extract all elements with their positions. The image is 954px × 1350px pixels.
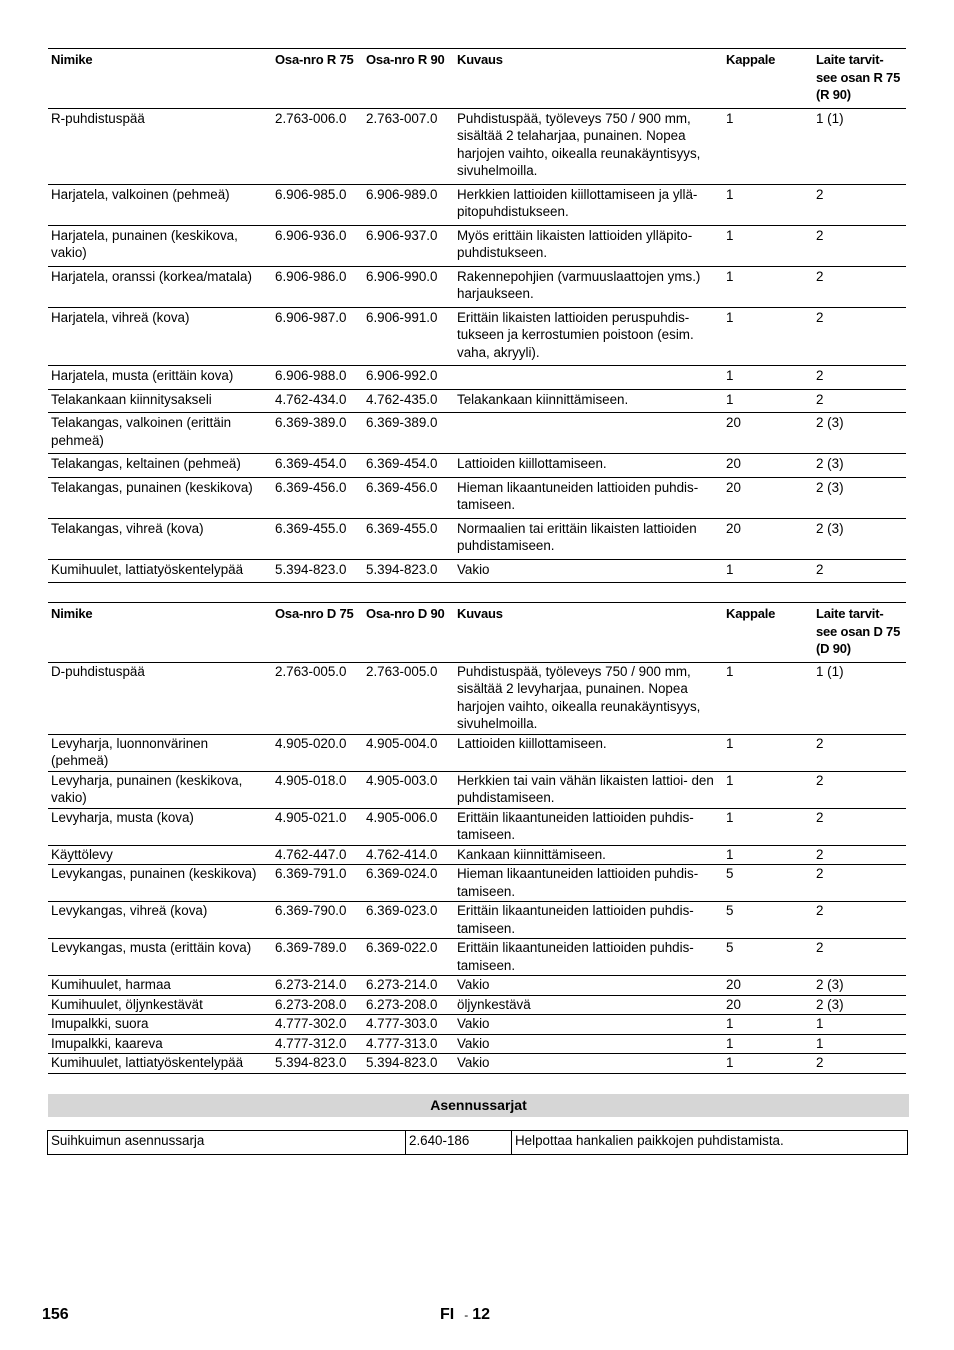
table-cell: 4.762-447.0 xyxy=(272,845,363,865)
table-row xyxy=(48,1034,906,1054)
table-cell: 4.905-018.0 xyxy=(272,771,363,808)
table-row xyxy=(48,366,906,390)
table-cell: 1 xyxy=(723,389,813,413)
table-row xyxy=(48,559,906,583)
table-row xyxy=(48,995,906,1015)
table-cell: 2.763-007.0 xyxy=(363,108,454,184)
page-number: 156 xyxy=(42,1306,69,1323)
table-cell xyxy=(454,366,723,390)
table-cell: 2 xyxy=(813,939,906,976)
table-cell: 2 xyxy=(813,808,906,845)
table-cell: Telakangas, punainen (keskikova) xyxy=(48,477,272,518)
table-cell: 6.906-991.0 xyxy=(363,307,454,366)
table-cell: 1 (1) xyxy=(813,108,906,184)
table-cell: öljynkestävä xyxy=(454,995,723,1015)
table-cell: 6.906-985.0 xyxy=(272,184,363,225)
table-cell: 2.763-005.0 xyxy=(272,662,363,734)
table-cell: Harjatela, valkoinen (pehmeä) xyxy=(48,184,272,225)
table-cell: Levykangas, punainen (keskikova) xyxy=(48,865,272,902)
table-cell: 5 xyxy=(723,902,813,939)
table-cell: 2 xyxy=(813,225,906,266)
table-cell: Erittäin likaantuneiden lattioiden puhdis- tamiseen. xyxy=(454,902,723,939)
table-row xyxy=(48,1015,906,1035)
column-header: Laite tarvit- see osan D 75 (D 90) xyxy=(813,603,906,663)
table-cell: Hieman likaantuneiden lattioiden puhdis- tamiseen. xyxy=(454,865,723,902)
table-cell: 20 xyxy=(723,976,813,996)
table-cell: 2 xyxy=(813,845,906,865)
column-header: Osa-nro D 75 xyxy=(272,603,363,663)
table-cell: Hieman likaantuneiden lattioiden puhdis- tamiseen. xyxy=(454,477,723,518)
column-header: Osa-nro R 90 xyxy=(363,49,454,109)
table-cell: 1 xyxy=(723,808,813,845)
table-cell: 4.905-020.0 xyxy=(272,734,363,771)
table-cell: 4.762-414.0 xyxy=(363,845,454,865)
table-cell: 20 xyxy=(723,995,813,1015)
table-cell: 1 xyxy=(723,1054,813,1074)
table-cell: Levykangas, vihreä (kova) xyxy=(48,902,272,939)
table-cell: Käyttölevy xyxy=(48,845,272,865)
table-cell: 5 xyxy=(723,865,813,902)
table-cell: D-puhdistuspää xyxy=(48,662,272,734)
column-header: Kuvaus xyxy=(454,49,723,109)
table-cell: 20 xyxy=(723,477,813,518)
table-row xyxy=(48,662,906,734)
table-cell: 2 xyxy=(813,734,906,771)
table-cell: 1 xyxy=(723,734,813,771)
table-cell: Imupalkki, suora xyxy=(48,1015,272,1035)
table-row xyxy=(48,865,906,902)
table-cell: 4.777-313.0 xyxy=(363,1034,454,1054)
table-cell: 20 xyxy=(723,518,813,559)
table-cell: 5 xyxy=(723,939,813,976)
table-cell: Puhdistuspää, työleveys 750 / 900 mm, sisältää 2 telaharjaa, punainen. Nopea harjojen vaihto, oikealla reunakäyntisyys, sivuhelmoilla. xyxy=(454,108,723,184)
table-cell: 6.369-454.0 xyxy=(272,454,363,478)
installation-kits-table xyxy=(47,1130,908,1155)
table-cell: Levykangas, musta (erittäin kova) xyxy=(48,939,272,976)
table-cell: 2 (3) xyxy=(813,518,906,559)
table-cell: 2 xyxy=(813,559,906,583)
table-cell: 20 xyxy=(723,454,813,478)
table-cell: 4.905-006.0 xyxy=(363,808,454,845)
table-row xyxy=(48,734,906,771)
table-cell: Rakennepohjien (varmuuslaattojen yms.) harjaukseen. xyxy=(454,266,723,307)
table-cell: 6.369-023.0 xyxy=(363,902,454,939)
table-cell: 6.273-214.0 xyxy=(272,976,363,996)
table-cell: Harjatela, oranssi (korkea/matala) xyxy=(48,266,272,307)
table-cell: 4.905-003.0 xyxy=(363,771,454,808)
column-header: Osa-nro D 90 xyxy=(363,603,454,663)
table-cell: 1 xyxy=(723,559,813,583)
table-cell: R-puhdistuspää xyxy=(48,108,272,184)
table-cell: Imupalkki, kaareva xyxy=(48,1034,272,1054)
table-cell: 5.394-823.0 xyxy=(363,559,454,583)
table-cell: 6.369-789.0 xyxy=(272,939,363,976)
table-cell: 6.273-208.0 xyxy=(272,995,363,1015)
table-cell: 6.273-214.0 xyxy=(363,976,454,996)
table-row xyxy=(48,902,906,939)
table-cell: 4.905-004.0 xyxy=(363,734,454,771)
table-cell: 2.763-006.0 xyxy=(272,108,363,184)
table-cell: Lattioiden kiillottamiseen. xyxy=(454,454,723,478)
table-cell: 1 xyxy=(723,266,813,307)
table-cell: 2 xyxy=(813,307,906,366)
table-cell: Herkkien lattioiden kiillottamiseen ja yllä- pitopuhdistukseen. xyxy=(454,184,723,225)
parts-table-r xyxy=(48,48,906,583)
table-cell: Telakangas, valkoinen (erittäin pehmeä) xyxy=(48,413,272,454)
table-cell: 6.369-455.0 xyxy=(363,518,454,559)
table-cell: 1 xyxy=(723,366,813,390)
table-cell: 6.906-986.0 xyxy=(272,266,363,307)
column-header: Osa-nro R 75 xyxy=(272,49,363,109)
table-cell: 6.906-992.0 xyxy=(363,366,454,390)
table-cell: Vakio xyxy=(454,976,723,996)
table-cell: 1 (1) xyxy=(813,662,906,734)
table-cell xyxy=(454,413,723,454)
table-cell: Kumihuulet, lattiatyöskentelypää xyxy=(48,1054,272,1074)
table-row xyxy=(48,1131,908,1155)
table-cell: Helpottaa hankalien paikkojen puhdistamista. xyxy=(512,1131,908,1155)
table-cell: 6.906-937.0 xyxy=(363,225,454,266)
footer-separator: - xyxy=(464,1308,469,1322)
table-cell: 2.763-005.0 xyxy=(363,662,454,734)
table-cell: Harjatela, punainen (keskikova, vakio) xyxy=(48,225,272,266)
table-row xyxy=(48,266,906,307)
table-cell: 2 xyxy=(813,266,906,307)
table-cell: 2 xyxy=(813,366,906,390)
table-cell: 6.369-024.0 xyxy=(363,865,454,902)
table-row xyxy=(48,808,906,845)
table-cell: Suihkuimun asennussarja xyxy=(48,1131,406,1155)
table-row xyxy=(48,1054,906,1074)
table-header-row xyxy=(48,603,906,663)
table-cell: 1 xyxy=(723,662,813,734)
table-cell: Kumihuulet, harmaa xyxy=(48,976,272,996)
table-header-row xyxy=(48,49,906,109)
table-cell: 5.394-823.0 xyxy=(272,559,363,583)
table-cell: Vakio xyxy=(454,1015,723,1035)
table-cell: 1 xyxy=(723,771,813,808)
table-cell: 6.273-208.0 xyxy=(363,995,454,1015)
table-cell: 6.369-454.0 xyxy=(363,454,454,478)
table-cell: Kankaan kiinnittämiseen. xyxy=(454,845,723,865)
column-header: Nimike xyxy=(48,49,272,109)
section-title-installation-kits: Asennussarjat xyxy=(48,1094,909,1117)
table-cell: 2 (3) xyxy=(813,477,906,518)
table-cell: Vakio xyxy=(454,1034,723,1054)
table-cell: 6.369-389.0 xyxy=(272,413,363,454)
table-cell: 1 xyxy=(813,1034,906,1054)
table-cell: 6.906-990.0 xyxy=(363,266,454,307)
column-header: Kappale xyxy=(723,603,813,663)
table-cell: 6.369-022.0 xyxy=(363,939,454,976)
table-cell: 6.906-988.0 xyxy=(272,366,363,390)
column-header: Kuvaus xyxy=(454,603,723,663)
table-cell: Levyharja, musta (kova) xyxy=(48,808,272,845)
table-cell: 6.369-790.0 xyxy=(272,902,363,939)
table-cell: 2 xyxy=(813,902,906,939)
table-cell: Vakio xyxy=(454,1054,723,1074)
table-cell: 1 xyxy=(723,108,813,184)
table-cell: 6.369-791.0 xyxy=(272,865,363,902)
table-cell: 2 xyxy=(813,865,906,902)
table-cell: 6.369-456.0 xyxy=(363,477,454,518)
table-cell: Levyharja, punainen (keskikova, vakio) xyxy=(48,771,272,808)
table-row xyxy=(48,225,906,266)
table-cell: Kumihuulet, lattiatyöskentelypää xyxy=(48,559,272,583)
table-cell: 1 xyxy=(723,1015,813,1035)
table-cell: Puhdistuspää, työleveys 750 / 900 mm, sisältää 2 levyharjaa, punainen. Nopea harjojen vaihto, oikealla reunakäyntisyys, sivuhelmoilla. xyxy=(454,662,723,734)
table-cell: Normaalien tai erittäin likaisten lattioiden puhdistamiseen. xyxy=(454,518,723,559)
parts-table-d xyxy=(48,602,906,1074)
column-header: Laite tarvit- see osan R 75 (R 90) xyxy=(813,49,906,109)
table-cell: 2 (3) xyxy=(813,454,906,478)
table-cell: 6.369-456.0 xyxy=(272,477,363,518)
column-header: Kappale xyxy=(723,49,813,109)
table-row xyxy=(48,184,906,225)
table-cell: 2 (3) xyxy=(813,976,906,996)
table-row xyxy=(48,939,906,976)
table-cell: 6.906-936.0 xyxy=(272,225,363,266)
table-cell: 1 xyxy=(723,307,813,366)
table-cell: 1 xyxy=(723,1034,813,1054)
column-header: Nimike xyxy=(48,603,272,663)
table-cell: 20 xyxy=(723,413,813,454)
table-row xyxy=(48,413,906,454)
table-cell: Telakangas, vihreä (kova) xyxy=(48,518,272,559)
table-cell: Herkkien tai vain vähän likaisten lattioi- den puhdistamiseen. xyxy=(454,771,723,808)
table-cell: 1 xyxy=(723,845,813,865)
table-cell: 4.777-302.0 xyxy=(272,1015,363,1035)
table-cell: Kumihuulet, öljynkestävät xyxy=(48,995,272,1015)
table-cell: 5.394-823.0 xyxy=(363,1054,454,1074)
table-cell: 4.905-021.0 xyxy=(272,808,363,845)
table-cell: Levyharja, luonnonvärinen (pehmeä) xyxy=(48,734,272,771)
table-cell: 2 xyxy=(813,389,906,413)
table-row xyxy=(48,389,906,413)
table-row xyxy=(48,307,906,366)
table-cell: Lattioiden kiillottamiseen. xyxy=(454,734,723,771)
table-cell: Vakio xyxy=(454,559,723,583)
table-cell: 6.369-389.0 xyxy=(363,413,454,454)
table-row xyxy=(48,108,906,184)
table-cell: 2.640-186 xyxy=(406,1131,512,1155)
language-code: FI xyxy=(440,1306,455,1323)
table-row xyxy=(48,976,906,996)
table-cell: 4.762-434.0 xyxy=(272,389,363,413)
table-cell: 2 (3) xyxy=(813,995,906,1015)
table-row xyxy=(48,454,906,478)
table-cell: 4.777-303.0 xyxy=(363,1015,454,1035)
table-cell: Telakankaan kiinnitysakseli xyxy=(48,389,272,413)
table-cell: Erittäin likaantuneiden lattioiden puhdis- tamiseen. xyxy=(454,808,723,845)
table-cell: Erittäin likaisten lattioiden peruspuhdis- tukseen ja kerrostumien poistoon (esim. vaha, akryyli). xyxy=(454,307,723,366)
table-cell: 1 xyxy=(813,1015,906,1035)
table-cell: Telakankaan kiinnittämiseen. xyxy=(454,389,723,413)
table-row xyxy=(48,845,906,865)
table-cell: Harjatela, vihreä (kova) xyxy=(48,307,272,366)
table-cell: 4.762-435.0 xyxy=(363,389,454,413)
table-row xyxy=(48,477,906,518)
table-cell: 2 (3) xyxy=(813,413,906,454)
table-cell: Erittäin likaantuneiden lattioiden puhdis- tamiseen. xyxy=(454,939,723,976)
table-cell: Telakangas, keltainen (pehmeä) xyxy=(48,454,272,478)
table-cell: 6.906-987.0 xyxy=(272,307,363,366)
table-cell: 1 xyxy=(723,225,813,266)
table-cell: 4.777-312.0 xyxy=(272,1034,363,1054)
table-cell: 2 xyxy=(813,771,906,808)
table-cell: 5.394-823.0 xyxy=(272,1054,363,1074)
footer-language-label xyxy=(440,1306,490,1325)
table-cell: 2 xyxy=(813,1054,906,1074)
sub-page-number: 12 xyxy=(472,1306,491,1323)
table-cell: 2 xyxy=(813,184,906,225)
table-row xyxy=(48,518,906,559)
table-cell: Harjatela, musta (erittäin kova) xyxy=(48,366,272,390)
table-row xyxy=(48,771,906,808)
table-cell: 6.906-989.0 xyxy=(363,184,454,225)
table-cell: 1 xyxy=(723,184,813,225)
table-cell: 6.369-455.0 xyxy=(272,518,363,559)
table-cell: Myös erittäin likaisten lattioiden ylläpito- puhdistukseen. xyxy=(454,225,723,266)
